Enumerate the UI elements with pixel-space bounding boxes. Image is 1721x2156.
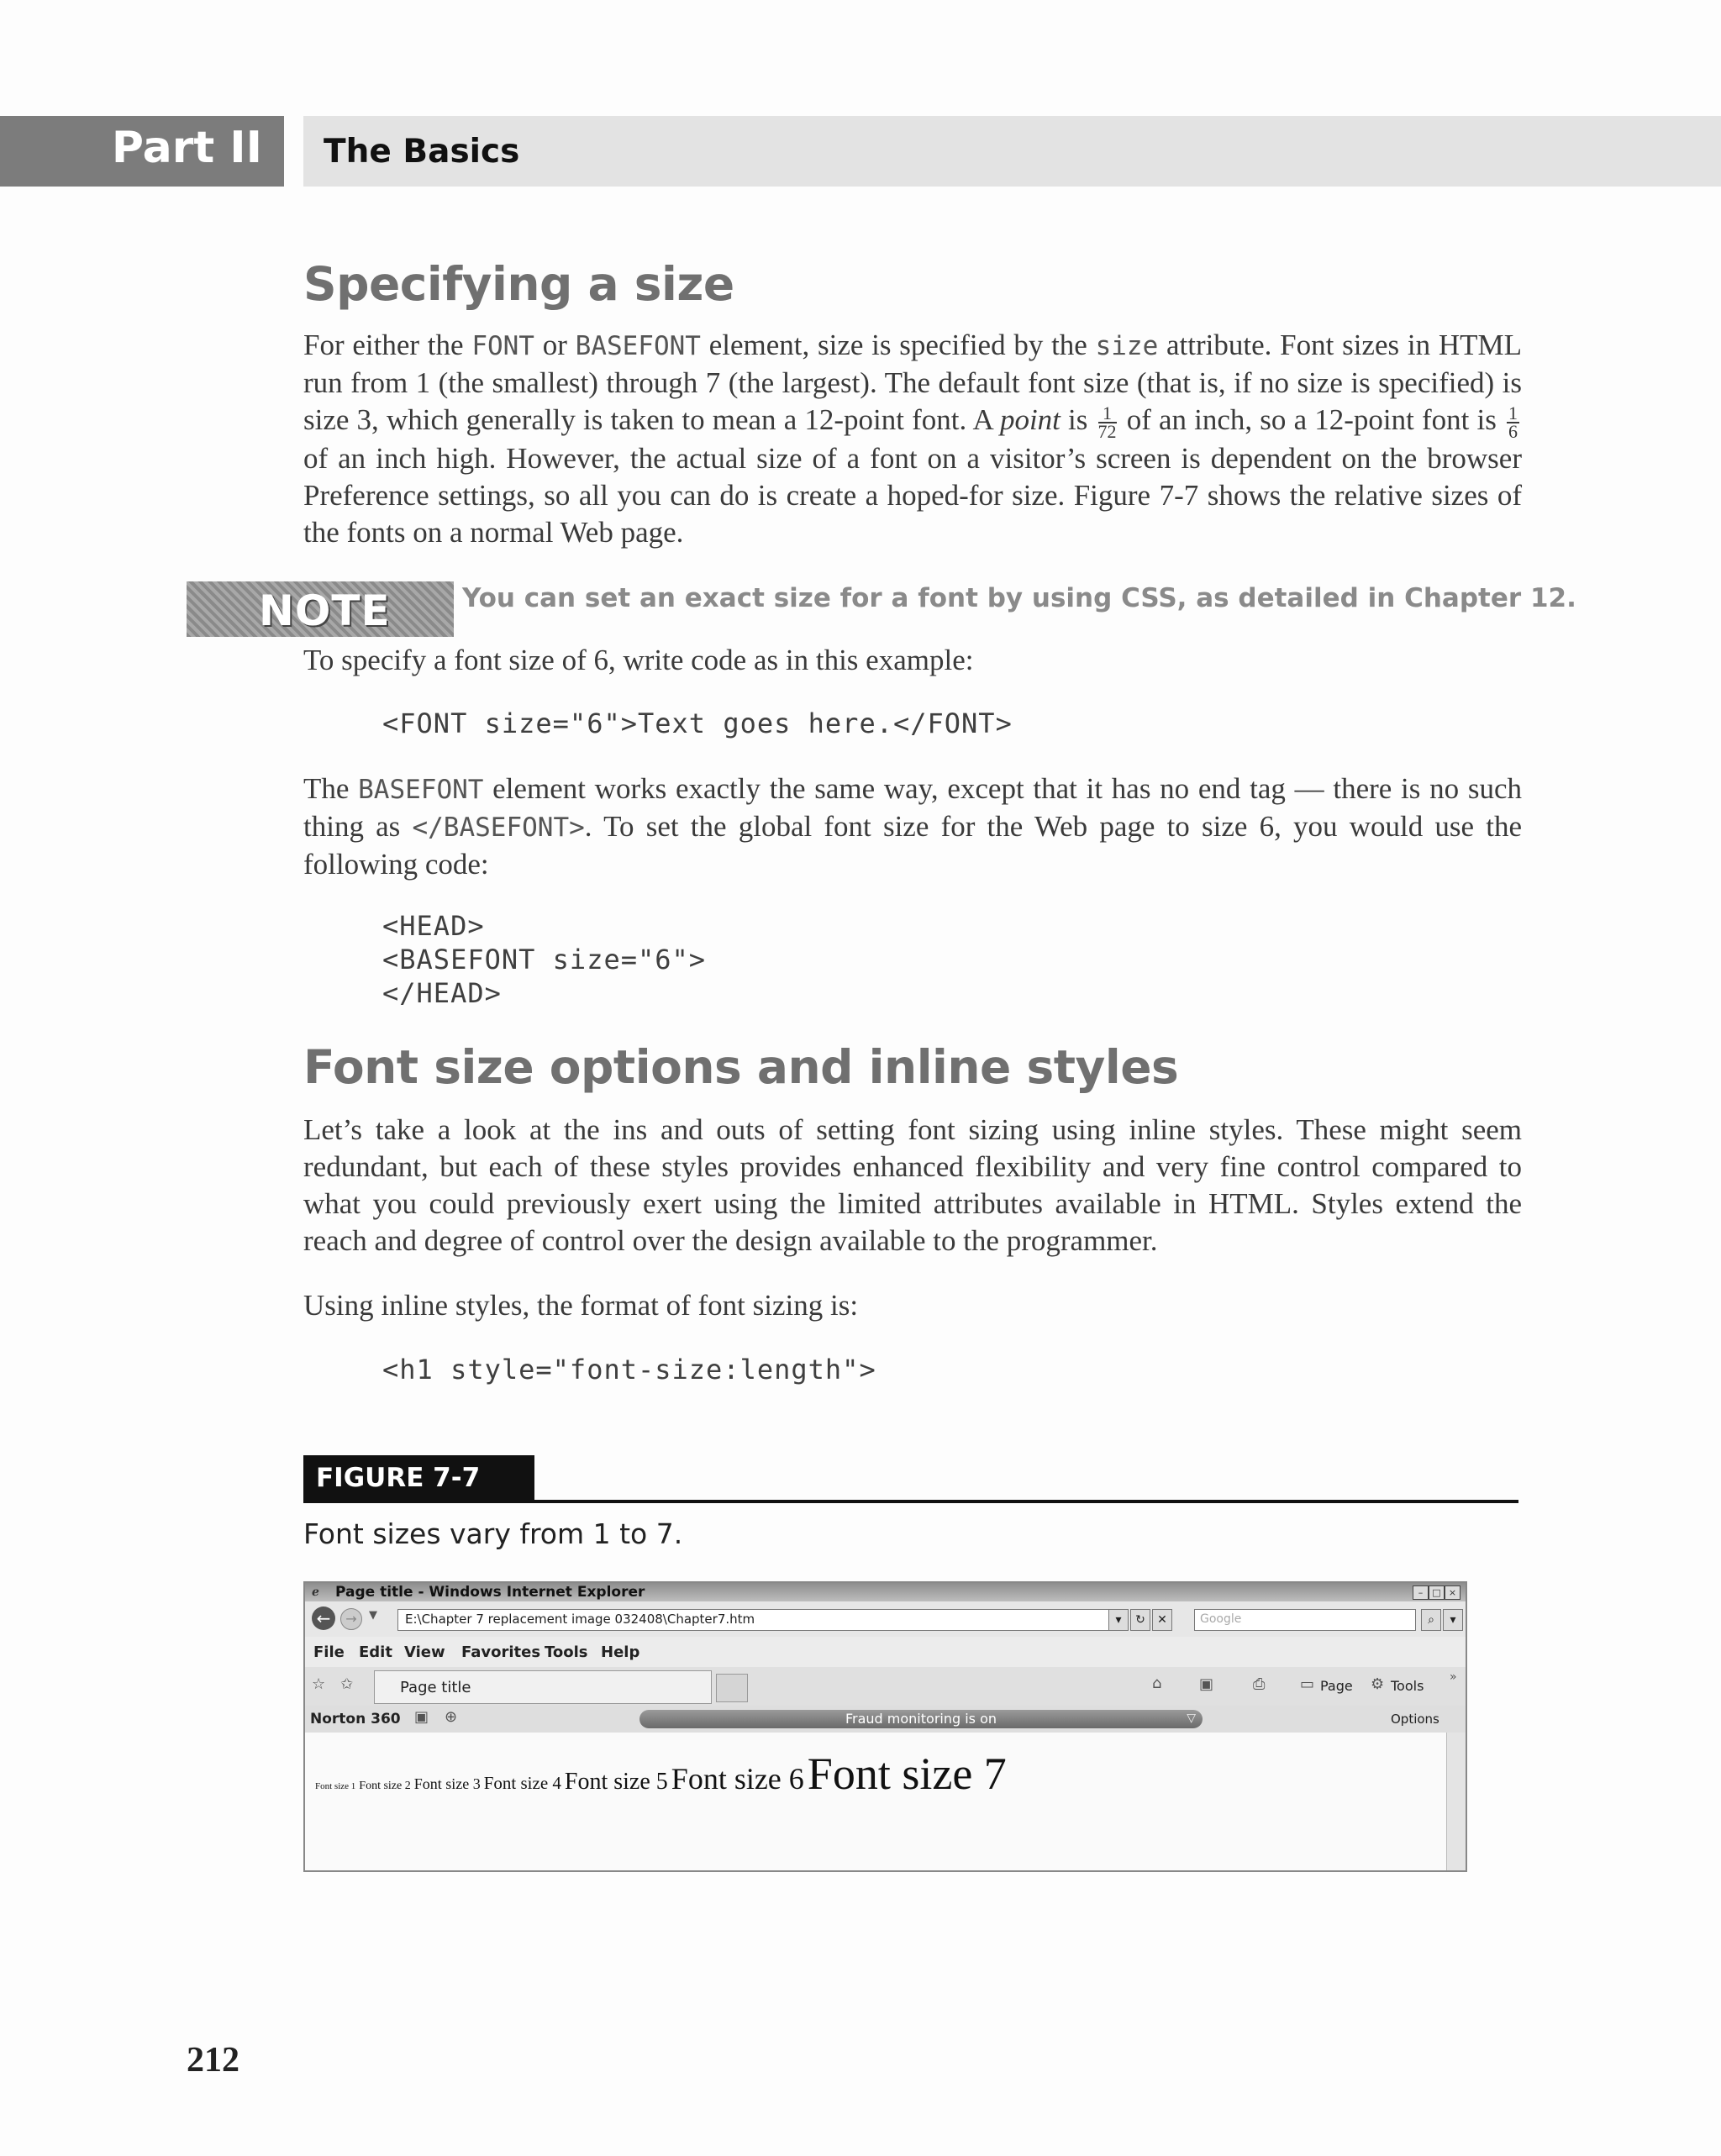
- part-tab: [0, 116, 284, 187]
- new-tab-button[interactable]: [716, 1674, 748, 1702]
- menu-file[interactable]: File: [313, 1643, 345, 1661]
- note-label: NOTE: [259, 586, 391, 635]
- options-menu[interactable]: Options: [1391, 1712, 1439, 1727]
- fraction-1-6: $\frac{1}{6}$: [1508, 402, 1518, 442]
- browser-tab[interactable]: Page title: [374, 1670, 712, 1704]
- code-example-inline-style: <h1 style="font-size:length">: [382, 1354, 876, 1386]
- refresh-icon[interactable]: ↻: [1130, 1609, 1150, 1631]
- section2-paragraph-1: Let’s take a look at the ins and outs of setting font sizing using inline styles. These might seem redundant, but each of these styles provides enhanced flexibility and very fine control compared to what you could previously exert using the limited attributes available in HTML. Styles extend the reach and degree of control over the design available to the programmer.: [303, 1113, 1522, 1257]
- history-dropdown-icon[interactable]: ▼: [369, 1609, 377, 1622]
- address-input[interactable]: E:\Chapter 7 replacement image 032408\Chapter7.htm: [397, 1609, 1117, 1631]
- code-font: FONT: [471, 331, 534, 361]
- fraud-monitor-bar[interactable]: Fraud monitoring is on ▽: [639, 1710, 1203, 1728]
- norton-window-icon[interactable]: ▣: [414, 1708, 429, 1726]
- minimize-icon[interactable]: –: [1413, 1585, 1429, 1600]
- tools-menu[interactable]: Tools: [1391, 1678, 1424, 1694]
- running-header-title: The Basics: [324, 133, 520, 171]
- code-basefont: BASEFONT: [575, 331, 701, 361]
- forward-button[interactable]: →: [340, 1608, 362, 1630]
- section1-paragraph-2: To specify a font size of 6, write code as in this example:: [303, 644, 974, 676]
- figure-rule: [303, 1500, 1518, 1503]
- search-icon[interactable]: ⌕: [1421, 1609, 1441, 1631]
- menu-edit[interactable]: Edit: [359, 1643, 392, 1661]
- feeds-icon[interactable]: ▣: [1199, 1675, 1214, 1693]
- running-header: [303, 116, 1721, 187]
- browser-tab-bar: [305, 1667, 1466, 1706]
- figure-label-box: [303, 1455, 534, 1501]
- ie-logo-icon: ℯ: [312, 1585, 319, 1599]
- maximize-icon[interactable]: □: [1429, 1585, 1445, 1600]
- note-badge: [187, 581, 454, 637]
- stop-icon[interactable]: ✕: [1152, 1609, 1172, 1631]
- address-dropdown-icon[interactable]: ▾: [1108, 1609, 1129, 1631]
- font-size-4-sample: Font size 4: [483, 1773, 561, 1793]
- more-chevron-icon[interactable]: »: [1450, 1670, 1457, 1684]
- section-heading-specifying-size: Specifying a size: [303, 257, 734, 311]
- code-basefont-2: BASEFONT: [358, 775, 484, 805]
- favorites-star-icon[interactable]: ☆: [312, 1675, 326, 1693]
- print-icon[interactable]: ⎙: [1253, 1675, 1266, 1693]
- figure-caption: Font sizes vary from 1 to 7.: [303, 1517, 683, 1550]
- font-size-3-sample: Font size 3: [413, 1775, 481, 1792]
- browser-menu-bar: [305, 1637, 1466, 1667]
- close-window-icon[interactable]: ×: [1445, 1585, 1460, 1600]
- menu-help[interactable]: Help: [601, 1643, 640, 1661]
- font-size-2-sample: Font size 2: [359, 1780, 411, 1792]
- menu-favorites[interactable]: Favorites: [461, 1643, 541, 1661]
- page-menu[interactable]: Page: [1320, 1678, 1353, 1694]
- menu-view[interactable]: View: [404, 1643, 445, 1661]
- code-basefont-endtag: </BASEFONT>: [412, 812, 585, 843]
- font-size-1-sample: Font size 1: [315, 1781, 356, 1791]
- home-icon[interactable]: ⌂: [1152, 1675, 1162, 1692]
- tools-gear-icon: ⚙: [1371, 1675, 1385, 1693]
- code-example-font: <FONT size="6">Text goes here.</FONT>: [382, 707, 1013, 739]
- browser-title-bar: [305, 1583, 1466, 1601]
- back-button[interactable]: ←: [312, 1606, 335, 1630]
- page-scrollbar[interactable]: [1446, 1733, 1466, 1870]
- note-text: You can set an exact size for a font by using CSS, as detailed in Chapter 12.: [462, 583, 1576, 613]
- browser-window-title: Page title - Windows Internet Explorer: [335, 1584, 645, 1601]
- norton-label: Norton 360: [310, 1711, 401, 1727]
- code-example-basefont: <HEAD> <BASEFONT size="6"> </HEAD>: [382, 910, 707, 1009]
- code-size: size: [1095, 331, 1159, 361]
- fraction-1-72: $\frac{1}{72}$: [1097, 402, 1117, 442]
- font-size-6-sample: Font size 6: [671, 1762, 804, 1796]
- part-label: Part II: [111, 123, 262, 173]
- font-size-samples: [315, 1748, 1007, 1806]
- browser-page-content: [305, 1733, 1466, 1870]
- page-icon: ▭: [1300, 1675, 1315, 1693]
- font-size-7-sample: Font size 7: [807, 1748, 1007, 1799]
- page-number: 212: [187, 2041, 239, 2080]
- section1-paragraph-1: For either the FONT or BASEFONT element, size is specified by the size attribute. Font sizes in HTML run from 1 (the smallest) through 7 (the largest). The default font size (that is, if no size is specified) is size 3, which generally is taken to mean a 12-point font. A point is $\frac{1}{72}$ of an inch, so a 12-point font is $\frac{1}{6}$ of an inch high. However, the actual size of a font on a visitor’s screen is dependent on the browser Preference settings, so all you can do is create a hoped-for size. Figure 7-7 shows the relative sizes of the fonts on a normal Web page.: [303, 329, 1523, 549]
- fraud-dropdown-icon: ▽: [1187, 1712, 1196, 1725]
- add-favorites-icon[interactable]: ✩: [340, 1675, 354, 1693]
- section-heading-font-size-options: Font size options and inline styles: [303, 1040, 1179, 1094]
- section2-paragraph-2: Using inline styles, the format of font sizing is:: [303, 1289, 859, 1322]
- figure-label: FIGURE 7-7: [316, 1463, 481, 1493]
- section1-paragraph-3: The BASEFONT element works exactly the same way, except that it has no end tag — there is no such thing as </BASEFONT>. To set the global font size for the Web page to size 6, you would use the following code:: [303, 772, 1522, 881]
- browser-screenshot: [303, 1581, 1467, 1872]
- globe-icon[interactable]: ⊕: [445, 1708, 458, 1726]
- browser-address-bar: [305, 1601, 1466, 1637]
- norton-toolbar: [305, 1706, 1466, 1733]
- search-options-icon[interactable]: ▾: [1443, 1609, 1463, 1631]
- font-size-5-sample: Font size 5: [564, 1769, 668, 1795]
- menu-tools[interactable]: Tools: [545, 1643, 588, 1661]
- search-input[interactable]: Google: [1194, 1609, 1416, 1631]
